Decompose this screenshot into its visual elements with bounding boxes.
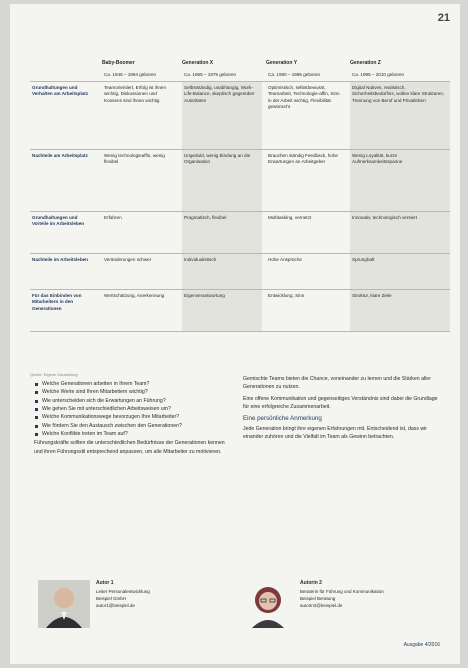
table-row: [30, 149, 450, 211]
author-photo: [38, 580, 90, 628]
row-label: Nachteile im Arbeitsleben: [32, 257, 88, 262]
table-cell: Multitasking, vernetzt: [268, 215, 312, 220]
table-cell: Teamorientiert, Erfolg ist ihnen wichtig, Diskussionen und Konsens sind ihnen wichtig: [104, 85, 167, 103]
author-info: [300, 580, 440, 610]
body-paragraph: Jede Generation bringt ihre eigenen Erfahrungen mit. Entscheidend ist, dass wir einander zuhören und die Vielfalt im Team als Gewinn betrachten.: [243, 426, 427, 441]
author-role: Leiter Personalentwicklung: [96, 588, 150, 594]
table-bottom-rule: [30, 331, 450, 332]
author-name: Autor 1: [96, 580, 114, 586]
author-name: Autorin 2: [300, 580, 322, 586]
header-generation-y: Generation Y: [266, 60, 298, 66]
table-cell: Innovativ, technologisch versiert: [352, 215, 418, 220]
list-item: Wie unterscheiden sich die Erwartungen an Führung?: [34, 397, 230, 405]
years-baby-boomer: Ca. 1946 – 1964 geboren: [104, 72, 157, 77]
list-item: Wie fördern Sie den Austausch zwischen den Generationen?: [34, 422, 230, 430]
header-generation-x: Generation X: [182, 60, 214, 66]
years-generation-y: Ca. 1980 – 1995 geboren: [268, 72, 321, 77]
question-list: [34, 380, 230, 438]
author-email: autorin2@beispiel.de: [300, 602, 343, 608]
row-label: Für das Einbinden von Mitarbeitern in den Generationen: [32, 293, 82, 311]
header-baby-boomer: Baby-Boomer: [102, 60, 135, 66]
body-paragraph: Eine offene Kommunikation und gegenseitiges Verständnis sind dabei die Grundlage für eine erfolgreiche Zusammenarbeit.: [243, 395, 438, 410]
years-generation-x: Ca. 1965 – 1979 geboren: [184, 72, 237, 77]
table-cell: Wertschätzung, Anerkennung: [104, 293, 165, 298]
table-cell: Sprunghaft: [352, 257, 375, 262]
list-item: Welche Konflikte treten im Team auf?: [34, 430, 230, 438]
table-cell: Ungeduld, wenig Bindung an die Organisation: [184, 153, 251, 165]
left-text-column: [34, 380, 230, 456]
row-label: Grundhaltungen und Verhalten am Arbeitsplatz: [32, 85, 88, 97]
table-cell: Struktur, klare Ziele: [352, 293, 392, 298]
body-paragraph: Gemischte Teams bieten die Chance, voneinander zu lernen und die Stärken aller Generationen zu nutzen.: [243, 376, 431, 391]
table-cell: Optimistisch, selbstbewusst, Teamarbeit, Technologie-affin, Sinn in der Arbeit wichtig, Flexibilität gewünscht: [268, 85, 340, 109]
body-paragraph: Führungskräfte sollten die unterschiedlichen Bedürfnisse der Generationen kennen und ihren Führungsstil entsprechend anpassen, um alle Mitarbeiter zu motivieren.: [34, 440, 225, 455]
table-cell: Wenig Loyalität, kurze Aufmerksamkeitsspanne: [352, 153, 403, 165]
table-cell: Individualistisch: [184, 257, 217, 262]
table-row: [30, 211, 450, 253]
list-item: Welche Kommunikationswege bevorzugen Ihre Mitarbeiter?: [34, 413, 230, 421]
table-cell: Digital Natives, realistisch, Sicherheitsbedürfnis, wollen klare Strukturen, Trennung von Beruf und Privatleben: [352, 85, 445, 103]
author-info: [96, 580, 236, 610]
table-row: [30, 81, 450, 149]
header-generation-z: Generation Z: [350, 60, 381, 66]
list-item: Welche Werte sind Ihren Mitarbeitern wichtig?: [34, 388, 230, 396]
table-cell: Eigenverantwortung: [184, 293, 225, 298]
table-cell: Hohe Ansprüche: [268, 257, 302, 262]
table-cell: Veränderungen schwer: [104, 257, 152, 262]
table-row: [30, 289, 450, 331]
table-cell: Pragmatisch, flexibel: [184, 215, 227, 220]
issue-footer: Ausgabe 4/2016: [403, 642, 440, 648]
row-label: Nachteile am Arbeitsplatz: [32, 153, 88, 158]
table-year-row: [30, 70, 450, 81]
magazine-page: [10, 4, 460, 664]
table-cell: Entwicklung, Sinn: [268, 293, 305, 298]
list-item: Wie gehen Sie mit unterschiedlichen Arbeitsweisen um?: [34, 405, 230, 413]
right-text-column: [243, 375, 439, 445]
row-label: Grundhaltungen und Vorteile im Arbeitsleben: [32, 215, 85, 227]
table-cell: Selbstständig, unabhängig, Work-Life-Balance, skeptisch gegenüber Autoritäten: [184, 85, 255, 103]
page-number: 21: [437, 12, 450, 24]
author-role: Beraterin für Führung und Kommunikation: [300, 588, 384, 594]
author-email: autor1@beispiel.de: [96, 602, 135, 608]
author-organization: Beispiel Beratung: [300, 595, 336, 601]
section-heading: Eine persönliche Anmerkung: [243, 415, 322, 423]
author-organization: Beispiel GmbH: [96, 595, 127, 601]
table-cell: Wenig technologieaffin, wenig flexibel: [104, 153, 165, 165]
table-cell: Erfahren: [104, 215, 122, 220]
generations-table: [30, 58, 450, 332]
table-header: [30, 58, 450, 70]
table-cell: Brauchen ständig Feedback, hohe Erwartungen an Arbeitgeber: [268, 153, 338, 165]
table-row: [30, 253, 450, 289]
table-source: Quelle: Eigene Darstellung: [30, 372, 78, 377]
list-item: Welche Generationen arbeiten in Ihrem Team?: [34, 380, 230, 388]
years-generation-z: Ca. 1995 – 2010 geboren: [352, 72, 405, 77]
author-photo: [242, 580, 294, 628]
